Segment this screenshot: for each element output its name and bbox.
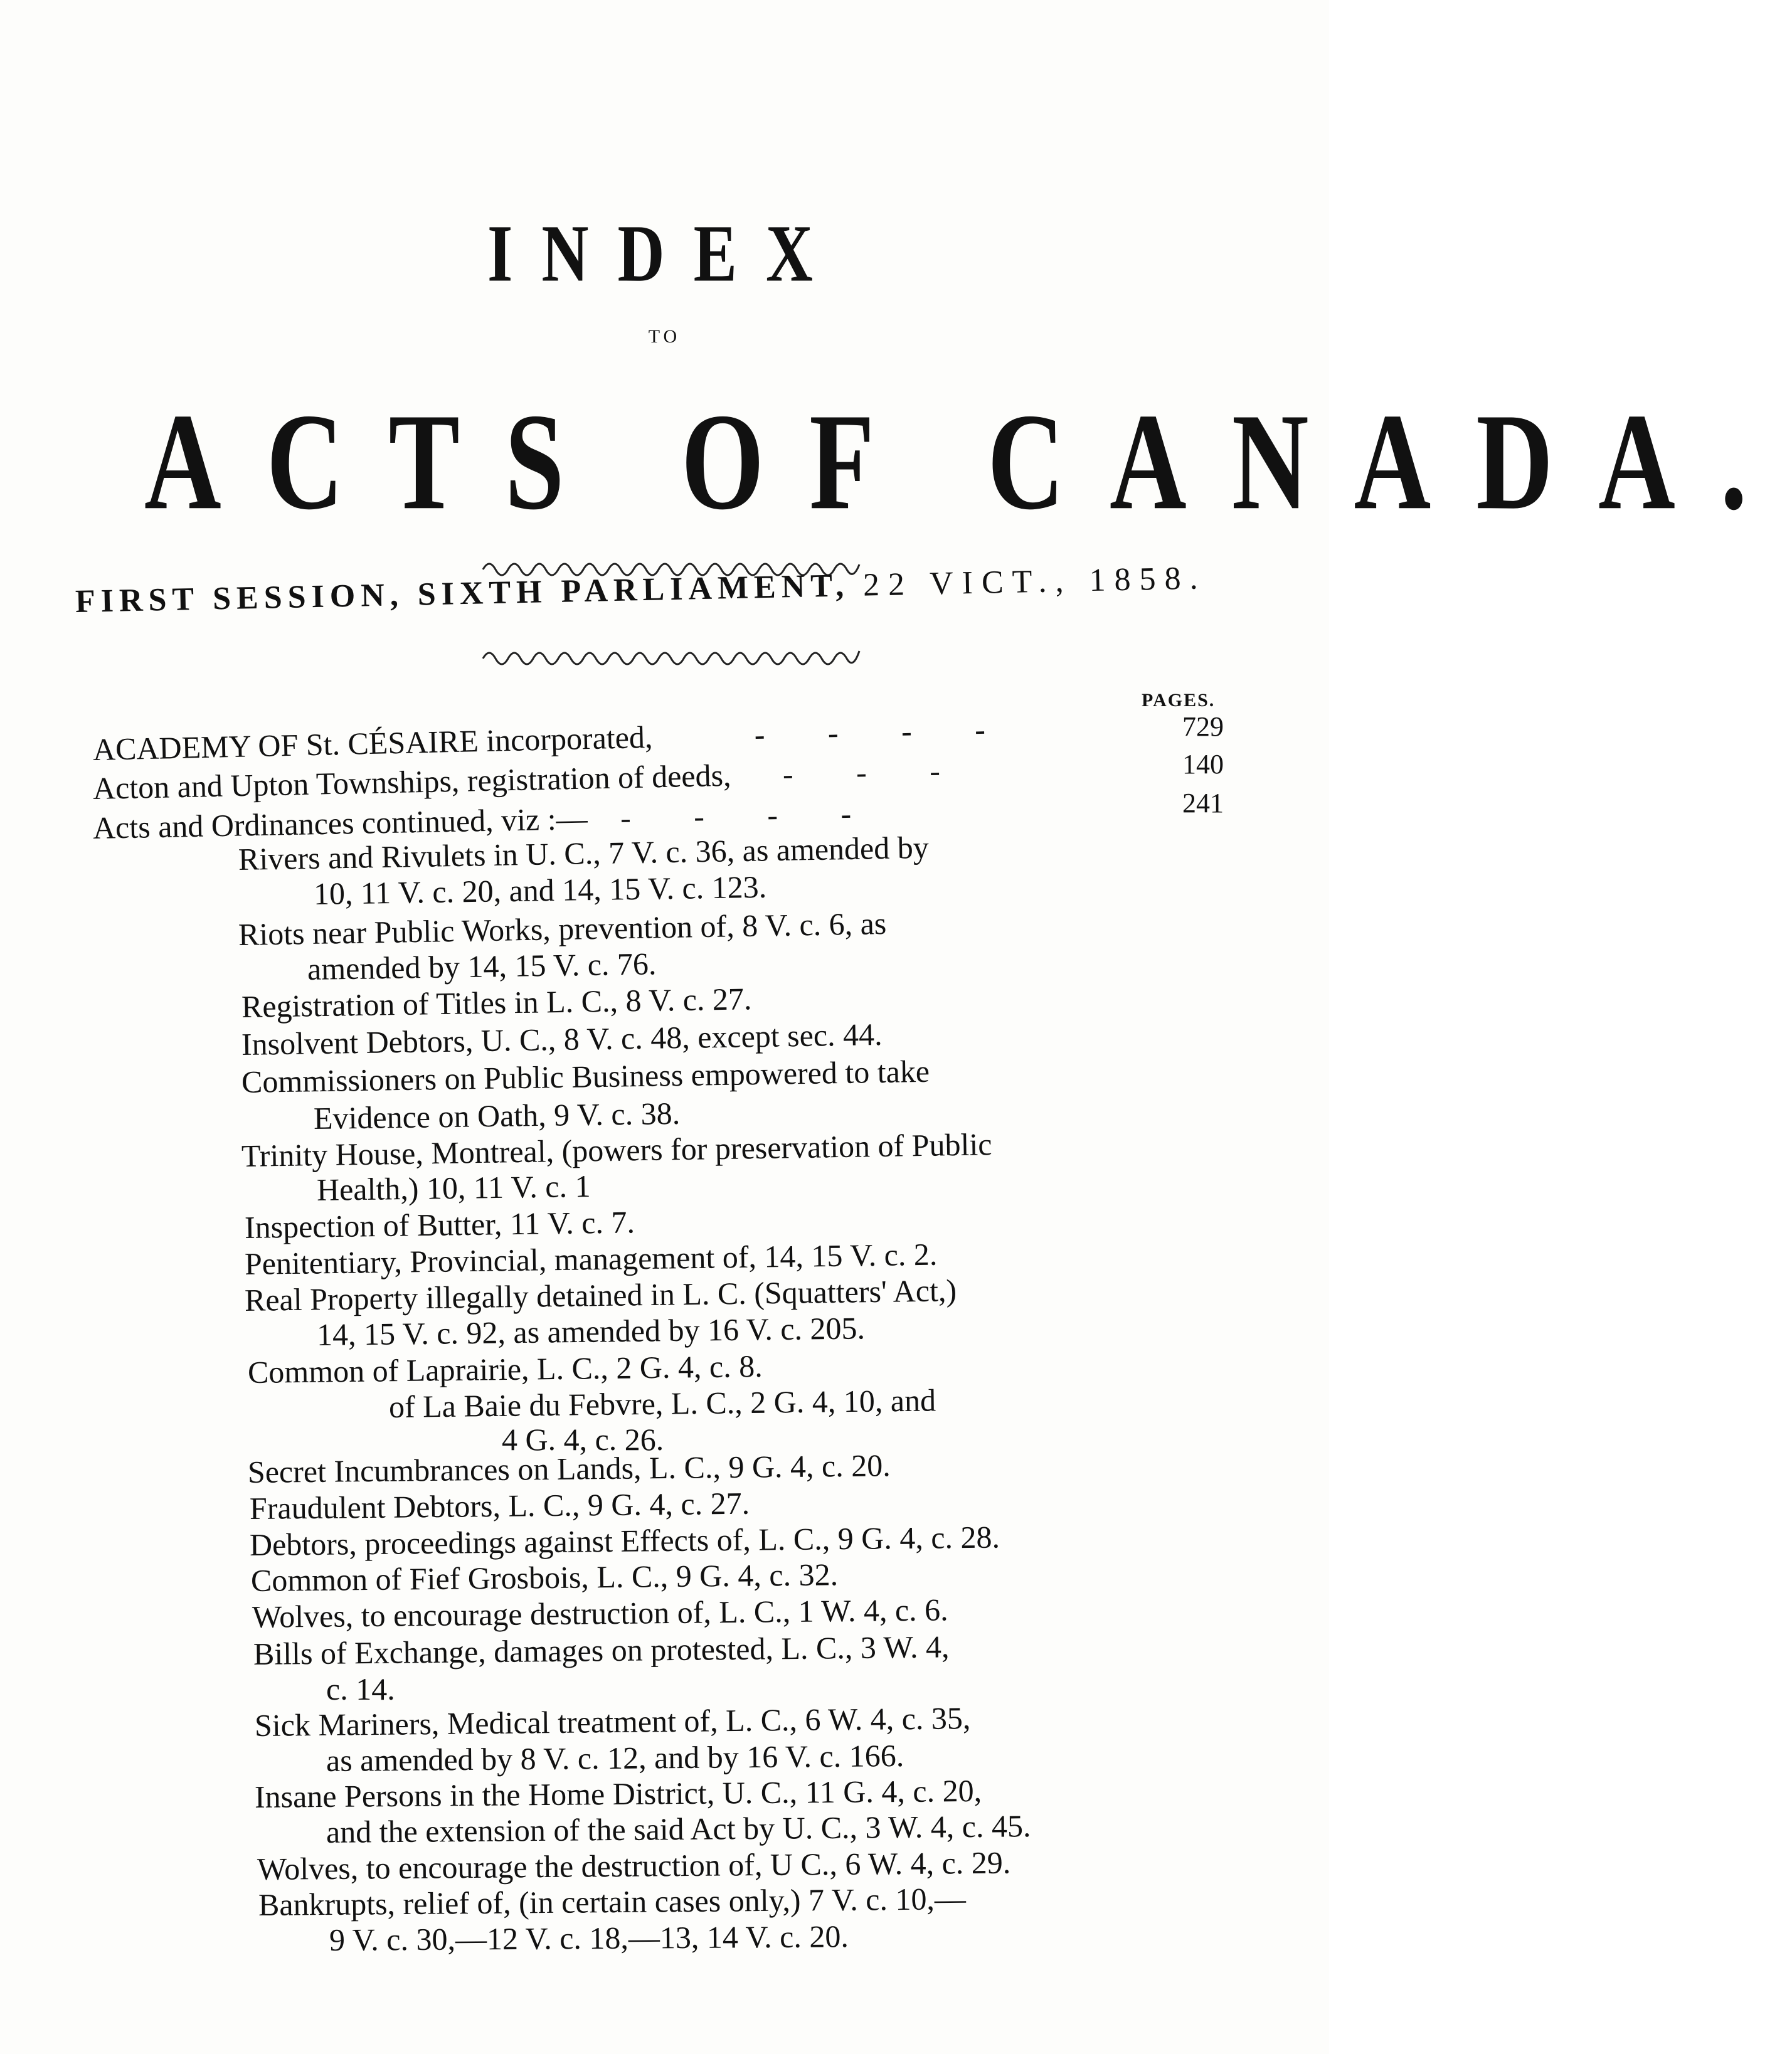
sub-entry-line: Wolves, to encourage destruction of, L. C., 1 W. 4, c. 6.	[252, 1592, 948, 1634]
sub-entry-line: Trinity House, Montreal, (powers for preservation of Public	[241, 1126, 992, 1173]
entry-leaders: - - - -	[620, 795, 879, 835]
sub-entry-line: Penitentiary, Provincial, management of, 14, 15 V. c. 2.	[244, 1236, 938, 1281]
sub-entry-line: Insane Persons in the Home District, U. C., 11 G. 4, c. 20,	[254, 1772, 982, 1814]
sub-entry-line: Evidence on Oath, 9 V. c. 38.	[313, 1095, 681, 1136]
sub-entry-line: 14, 15 V. c. 92, as amended by 16 V. c. 205.	[316, 1310, 866, 1352]
session-main: FIRST SESSION, SIXTH PARLIAMENT,	[75, 568, 850, 620]
sub-entry-line: Common of Laprairie, L. C., 2 G. 4, c. 8.	[247, 1348, 763, 1390]
sub-entry-line: Real Property illegally detained in L. C. (Squatters' Act,)	[244, 1273, 957, 1318]
session-year: 22 VICT., 1858.	[862, 560, 1207, 603]
entry-text: Acton and Upton Townships, registration of deeds,	[92, 757, 732, 806]
sub-entry-line: Bills of Exchange, damages on protested, L. C., 3 W. 4,	[253, 1629, 950, 1671]
pages-column-label: PAGES.	[1142, 690, 1216, 711]
sub-entry-line: Wolves, to encourage the destruction of, U C., 6 W. 4, c. 29.	[257, 1845, 1011, 1887]
sub-entry-line: 4 G. 4, c. 26.	[502, 1422, 664, 1457]
sub-entry-line: c. 14.	[326, 1671, 395, 1707]
entry-text: Acts and Ordinances continued, viz :—	[92, 800, 588, 845]
sub-entry-line: Registration of Titles in L. C., 8 V. c. 27.	[241, 981, 752, 1024]
title-index: INDEX	[487, 208, 842, 299]
entry-text: ACADEMY OF St. CÉSAIRE incorporated,	[92, 719, 653, 767]
sub-entry-line: and the extension of the said Act by U. C., 3 W. 4, c. 45.	[326, 1808, 1031, 1850]
sub-entry-line: Sick Mariners, Medical treatment of, L. C., 6 W. 4, c. 35,	[254, 1700, 971, 1743]
entry-page: 241	[1182, 788, 1224, 818]
sub-entry-line: Riots near Public Works, prevention of, 8 V. c. 6, as	[238, 905, 887, 952]
sub-entry-line: as amended by 8 V. c. 12, and by 16 V. c. 166.	[326, 1737, 904, 1778]
sub-entry-line: Rivers and Rivulets in U. C., 7 V. c. 36, as amended by	[238, 829, 930, 877]
title-to: TO	[648, 326, 681, 347]
sub-entry-line: Bankrupts, relief of, (in certain cases only,) 7 V. c. 10,—	[258, 1881, 967, 1922]
sub-entry-line: 10, 11 V. c. 20, and 14, 15 V. c. 123.	[313, 869, 767, 911]
sub-entry-line: Commissioners on Public Business empowered to take	[241, 1053, 930, 1099]
sub-entry-line: Debtors, proceedings against Effects of, L. C., 9 G. 4, c. 28.	[249, 1519, 1000, 1562]
title-acts: ACTS OF CANADA.	[144, 384, 1792, 539]
sub-entry-line: Fraudulent Debtors, L. C., 9 G. 4, c. 27.	[249, 1485, 750, 1526]
sub-entry-line: Insolvent Debtors, U. C., 8 V. c. 48, except sec. 44.	[241, 1016, 883, 1062]
sub-entry-line: Health,) 10, 11 V. c. 1	[316, 1168, 591, 1207]
sub-entry-line: Secret Incumbrances on Lands, L. C., 9 G. 4, c. 20.	[247, 1448, 891, 1490]
sub-entry-line: Inspection of Butter, 11 V. c. 7.	[244, 1204, 635, 1245]
sub-entry-line: Common of Fief Grosbois, L. C., 9 G. 4, c. 32.	[250, 1557, 839, 1598]
sub-entry-line: 9 V. c. 30,—12 V. c. 18,—13, 14 V. c. 20.	[329, 1919, 849, 1957]
entry-page: 140	[1182, 749, 1224, 780]
sub-entry-line: of La Baie du Febvre, L. C., 2 G. 4, 10, and	[388, 1382, 936, 1424]
sub-entry-line: amended by 14, 15 V. c. 76.	[307, 946, 657, 987]
entry-page: 729	[1182, 711, 1224, 742]
entry-leaders: - - - -	[754, 711, 1014, 753]
entry-leaders: - - -	[782, 752, 968, 791]
